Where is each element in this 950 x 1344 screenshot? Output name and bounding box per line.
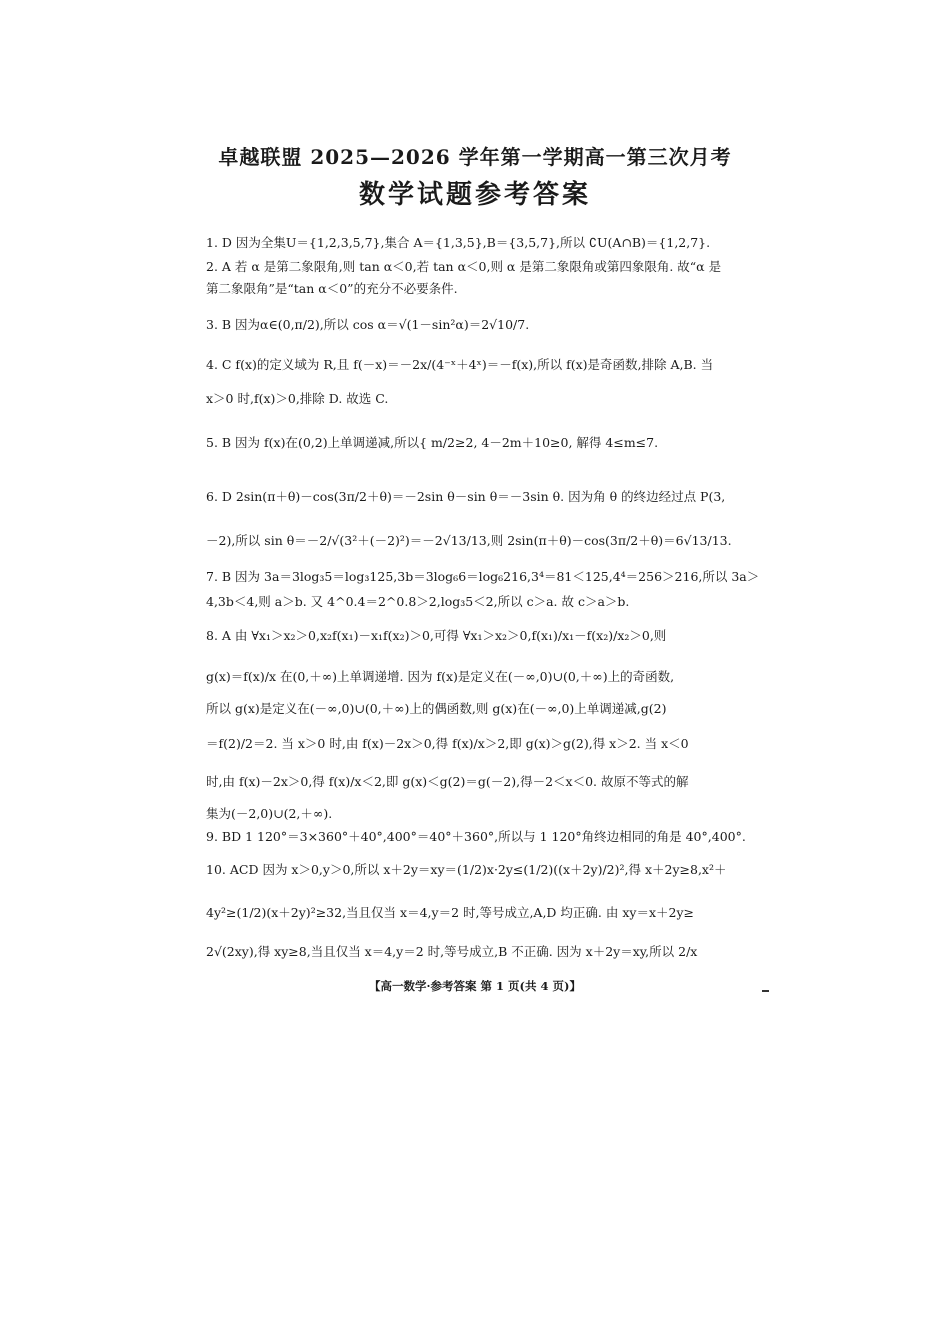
- page-footer: 【高一数学·参考答案 第 1 页(共 4 页)】: [369, 979, 581, 993]
- answer-line: －2),所以 sin θ＝－2/√(3²＋(－2)²)＝－2√13/13,则 2sin(π＋θ)－cos(3π/2＋θ)＝6√13/13.: [206, 533, 732, 548]
- answer-line: 4. C f(x)的定义域为 R,且 f(－x)＝－2x/(4⁻ˣ＋4ˣ)＝－f(x),所以 f(x)是奇函数,排除 A,B. 当: [206, 357, 714, 372]
- answer-line: 6. D 2sin(π＋θ)－cos(3π/2＋θ)＝－2sin θ－sin θ＝－3sin θ. 因为角 θ 的终边经过点 P(3,: [206, 489, 726, 504]
- exam-title: 卓越联盟 2025—2026 学年第一学期高一第三次月考: [218, 145, 732, 169]
- answer-line: 7. B 因为 3a＝3log₃5＝log₃125,3b＝3log₆6＝log₆216,3⁴＝81＜125,4⁴＝256＞216,所以 3a＞: [206, 569, 760, 584]
- answer-line: 集为(－2,0)∪(2,＋∞).: [206, 806, 333, 821]
- answer-line: 3. B 因为α∈(0,π/2),所以 cos α＝√(1－sin²α)＝2√10/7.: [206, 317, 530, 332]
- answer-line: 5. B 因为 f(x)在(0,2)上单调递减,所以{ m/2≥2, 4－2m＋10≥0, 解得 4≤m≤7.: [206, 435, 659, 450]
- answer-line: 1. D 因为全集U＝{1,2,3,5,7},集合 A＝{1,3,5},B＝{3,5,7},所以 ∁U(A∩B)＝{1,2,7}.: [206, 235, 711, 250]
- answer-line: 2√(2xy),得 xy≥8,当且仅当 x＝4,y＝2 时,等号成立,B 不正确. 因为 x＋2y＝xy,所以 2/x: [206, 944, 698, 959]
- answer-line: 9. BD 1 120°＝3×360°＋40°,400°＝40°＋360°,所以与 1 120°角终边相同的角是 40°,400°.: [206, 829, 746, 844]
- answer-line: 第二象限角”是“tan α＜0”的充分不必要条件.: [206, 281, 458, 296]
- answer-line: 时,由 f(x)－2x＞0,得 f(x)/x＜2,即 g(x)＜g(2)＝g(－2),得－2＜x＜0. 故原不等式的解: [206, 774, 689, 789]
- answer-subtitle: 数学试题参考答案: [358, 180, 591, 210]
- answer-line: 4,3b＜4,则 a＞b. 又 4^0.4＝2^0.8＞2,log₃5＜2,所以 c＞a. 故 c＞a＞b.: [206, 594, 630, 609]
- answer-line: 8. A 由 ∀x₁＞x₂＞0,x₂f(x₁)－x₁f(x₂)＞0,可得 ∀x₁＞x₂＞0,f(x₁)/x₁－f(x₂)/x₂＞0,则: [206, 628, 667, 643]
- answer-line: 4y²≥(1/2)(x＋2y)²≥32,当且仅当 x＝4,y＝2 时,等号成立,A,D 均正确. 由 xy＝x＋2y≥: [206, 905, 695, 920]
- answer-line: 所以 g(x)是定义在(－∞,0)∪(0,＋∞)上的偶函数,则 g(x)在(－∞,0)上单调递减,g(2): [206, 701, 667, 716]
- answer-line: ＝f(2)/2＝2. 当 x＞0 时,由 f(x)－2x＞0,得 f(x)/x＞2,即 g(x)＞g(2),得 x＞2. 当 x＜0: [206, 736, 689, 751]
- answer-line: 2. A 若 α 是第二象限角,则 tan α＜0,若 tan α＜0,则 α 是第二象限角或第四象限角. 故“α 是: [206, 259, 722, 274]
- answer-line: g(x)＝f(x)/x 在(0,＋∞)上单调递增. 因为 f(x)是定义在(－∞,0)∪(0,＋∞)上的奇函数,: [206, 669, 675, 684]
- scan-mark: [762, 990, 769, 992]
- answer-line: x＞0 时,f(x)＞0,排除 D. 故选 C.: [206, 391, 389, 406]
- answer-line: 10. ACD 因为 x＞0,y＞0,所以 x＋2y＝xy＝(1/2)x·2y≤(1/2)((x＋2y)/2)²,得 x＋2y≥8,x²＋: [206, 862, 727, 877]
